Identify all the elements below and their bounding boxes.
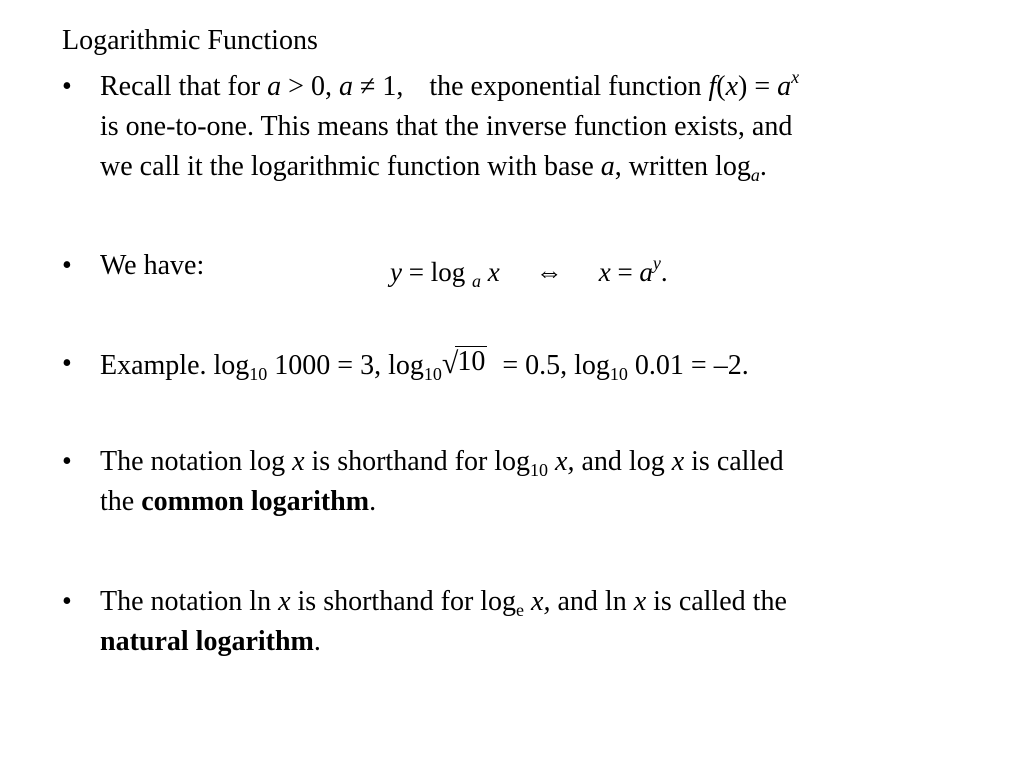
bullet-body [100, 344, 1000, 384]
text: ( [716, 71, 726, 102]
text: and log [574, 446, 672, 477]
text: Recall that for [100, 71, 268, 102]
bullet-marker: • [62, 71, 72, 102]
iff-symbol: ⇔ [535, 257, 563, 287]
subscript-a: a [471, 271, 481, 291]
bullet-body [100, 246, 1000, 291]
radical-sign-icon: √ [441, 347, 459, 380]
var-x: x [292, 446, 305, 477]
var-x: x [633, 586, 647, 617]
text: is shorthand for log [290, 586, 517, 617]
text: we call it the logarithmic function with base [100, 151, 601, 182]
var-a: a [639, 257, 653, 287]
bullet-marker: • [62, 348, 72, 379]
text: . [660, 257, 668, 287]
subscript-base: 10 [249, 364, 268, 384]
line-2 [100, 622, 1000, 662]
text: The notation ln [100, 586, 279, 617]
line-2 [100, 482, 1000, 522]
bullet-marker: • [62, 446, 72, 477]
line-1 [100, 67, 1000, 107]
var-x: x [480, 257, 500, 287]
text: 1000 = 3, log [267, 350, 424, 381]
bullet-body [100, 442, 1000, 522]
equivalence-equation [390, 252, 668, 292]
line-3 [100, 147, 1000, 187]
var-x: x [671, 446, 685, 477]
text: Example. log [100, 350, 250, 381]
line-1 [100, 442, 1000, 482]
subscript-base: 10 [609, 364, 628, 384]
superscript-y: y [652, 253, 661, 273]
text: the [100, 486, 142, 517]
square-root [442, 344, 487, 386]
text: > 0, [281, 71, 339, 102]
radicand: 10 [457, 346, 486, 377]
var-x: x [598, 257, 611, 287]
var-a: a [777, 71, 792, 102]
bullet-body [100, 582, 1000, 662]
bullet-marker: • [62, 586, 72, 617]
text: = 0.5, log [495, 350, 610, 381]
superscript-x: x [791, 67, 800, 87]
var-y: y [390, 257, 402, 287]
line-1 [100, 344, 1000, 384]
term-common-logarithm: common logarithm [141, 486, 370, 517]
text: and ln [550, 586, 634, 617]
var-f: f [708, 71, 717, 102]
text: ≠ 1, [352, 71, 404, 102]
subscript-base: e [516, 600, 525, 620]
text: ) = [738, 71, 778, 102]
text: . [759, 151, 767, 182]
subscript-base: 10 [530, 460, 549, 480]
text: is shorthand for log [304, 446, 531, 477]
subscript-base: 10 [423, 364, 442, 384]
var-a: a [600, 151, 615, 182]
text: We have: [100, 250, 205, 281]
bullet-body [100, 67, 1000, 187]
text: = [610, 257, 640, 287]
var-a: a [267, 71, 282, 102]
slide-title: Logarithmic Functions [62, 25, 318, 56]
text: , written log [614, 151, 751, 182]
line-2: is one-to-one. This means that the inverse function exists, and [100, 111, 793, 142]
text: = log [401, 257, 472, 287]
text: is called the [646, 586, 787, 617]
text: 0.01 = –2. [627, 350, 749, 381]
text: is called [684, 446, 784, 477]
var-x: x, [524, 586, 551, 617]
var-x: x [725, 71, 739, 102]
text: . [313, 626, 321, 657]
text: The notation log [100, 446, 293, 477]
var-x: x, [548, 446, 575, 477]
term-natural-logarithm: natural logarithm [100, 626, 314, 657]
text: the exponential function [429, 71, 709, 102]
var-x: x [278, 586, 291, 617]
line-1 [100, 582, 1000, 622]
text: . [369, 486, 377, 517]
subscript-a: a [750, 165, 760, 185]
bullet-marker: • [62, 250, 72, 281]
var-a: a [338, 71, 353, 102]
